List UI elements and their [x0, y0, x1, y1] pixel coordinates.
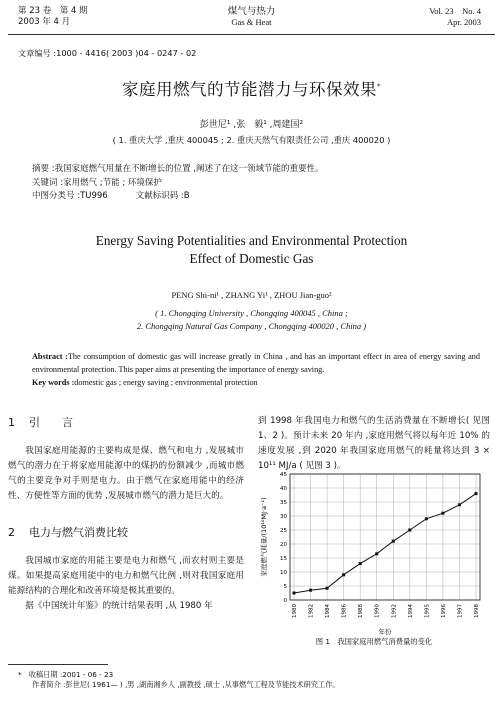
footnote: [18, 670, 488, 690]
footnote-received-text: 收稿日期 :2001 - 06 - 23: [28, 670, 114, 679]
section-1-number: 1: [8, 416, 15, 429]
y-tick-label: 10: [280, 570, 287, 576]
y-tick-label: 5: [283, 584, 287, 590]
date-cn: 2003 年 4 月: [18, 17, 71, 27]
x-tick-label: 1994: [407, 604, 414, 618]
x-tick-label: 1996: [440, 604, 447, 618]
abstract-cn-text: 我国家庭燃气用量在不断增长的位置 ,阐述了在这一领域节能的重要性。: [54, 164, 324, 174]
authors-cn: 彭世尼¹ ,张 毅¹ ,周建国²: [199, 120, 304, 130]
x-tick-label: 1980: [292, 604, 298, 618]
affiliation-en-1: ( 1. Chongqing University , Chongqing 400045 , China ;: [155, 308, 348, 318]
class-no-label: 中图分类号 :: [32, 191, 81, 201]
date-en: Apr. 2003: [447, 17, 481, 27]
data-point: [342, 573, 345, 576]
keywords-en-text: domestic gas ; energy saving ; environmental protection: [74, 378, 258, 387]
data-point: [392, 540, 395, 543]
y-tick-label: 25: [280, 528, 287, 534]
series-line: [294, 494, 476, 593]
title-cn: [0, 76, 503, 100]
right-column-paragraph: 到 1998 年我国电力和燃气的生活消费量在不断增长( 见图 1、2 )。预计未来 20 年内 ,家庭用燃气将以每年近 10% 的速度发展 ,到 2020 年我国家庭用燃气的耗量将达到 3 × 10¹¹ MJ/a ( 见图 3 )。: [258, 416, 490, 471]
title-en-line2: Effect of Domestic Gas: [189, 251, 314, 266]
section-1-title: 引 言: [29, 416, 73, 429]
section-1-paragraph: 我国家庭用能源的主要构成是煤、燃气和电力 ,发展城市燃气的潜力在于将家庭用能源中的煤扔的份额减少 ,而城市燃气的主要竞争对手则是电力。由于燃气在家庭用能中的经济性、方便性等方面的优势 ,发展城市燃气的潜力是巨大的。: [8, 446, 244, 501]
doc-code-value: B: [183, 191, 190, 201]
journal-name-cn: 煤气与热力: [227, 6, 276, 17]
keywords-en-label: Key words :: [32, 378, 75, 387]
data-point: [425, 517, 428, 520]
keywords-cn: [32, 177, 482, 191]
header-journal: [190, 6, 313, 28]
y-tick-label: 20: [280, 542, 287, 548]
data-point: [375, 552, 378, 555]
plot-frame: [290, 474, 480, 600]
x-tick-label: 1984: [325, 604, 332, 618]
y-tick-label: 45: [280, 472, 287, 478]
title-en-line1: Energy Saving Potentialities and Environmental Protection: [95, 233, 408, 248]
affiliations-cn: ( 1. 重庆大学 ,重庆 400045 ; 2. 重庆天然气有限责任公司 ,重庆 400020 ): [112, 135, 391, 145]
chart-axes: [290, 474, 480, 600]
abstract-cn-block: [32, 163, 482, 204]
header-volume-en: [371, 6, 481, 28]
section-2-title: 电力与燃气消费比较: [29, 526, 128, 539]
class-no-value: TU996: [80, 191, 108, 201]
x-axis-label: 年份: [378, 628, 392, 636]
data-point: [475, 492, 478, 495]
keywords-cn-text: 家用燃气 ;节能 ; 环境保护: [63, 177, 162, 188]
classification: [32, 190, 482, 204]
title-en: [0, 232, 503, 268]
section-2-heading: [8, 524, 244, 540]
section-2-paragraph-1: 我国城市家庭的用能主要是电力和燃气 ,而农村则主要是煤。如果提高家庭用能中的电力和燃气比例 ,则对我国家庭用能源结构的合理化和改善环境是极其重要的。: [8, 556, 244, 596]
series-points: [293, 492, 478, 594]
abstract-en-text: The consumption of domestic gas will increase greatly in China , and has an important effect in area of energy saving and environmental protection. This paper aims at presenting the importance of energy saving.: [32, 352, 480, 374]
y-tick-label: 0: [283, 598, 287, 604]
footnote-rule: [8, 664, 108, 665]
x-tick-label: 1986: [341, 604, 348, 618]
data-point: [326, 587, 329, 590]
header-volume-cn: [18, 6, 148, 28]
x-tick-label: 1982: [308, 604, 315, 618]
y-tick-label: 35: [280, 500, 287, 506]
doc-code-label: 文献标识码 :: [135, 191, 184, 201]
y-tick-label: 30: [280, 514, 287, 520]
data-point: [441, 512, 444, 515]
journal-name-en: Gas & Heat: [231, 17, 272, 27]
chart-y-ticks: [280, 472, 288, 604]
affiliations-en: [0, 307, 503, 333]
header-rule: [8, 34, 495, 35]
title-cn-text: 家庭用燃气的节能潜力与环保效果: [122, 80, 377, 99]
keywords-en: [32, 376, 480, 389]
x-tick-label: 1988: [358, 604, 365, 618]
abstract-cn-label: 摘要 :: [32, 164, 55, 174]
x-tick-label: 1992: [391, 604, 398, 618]
x-tick-label: 1998: [474, 604, 480, 618]
keywords-cn-label: 关键词 :: [32, 177, 64, 188]
y-tick-label: 15: [280, 556, 287, 562]
footnote-mark: *: [18, 670, 22, 679]
abstract-cn: [32, 163, 482, 177]
title-footnote-mark: *: [377, 82, 381, 91]
data-point: [408, 529, 411, 532]
abstract-en: [32, 350, 480, 376]
volume-issue-cn: 第 23 卷 第 4 期: [18, 6, 88, 16]
abstract-en-block: [32, 350, 480, 389]
abstract-en-label: Abstract :: [32, 352, 68, 361]
volume-issue-en: Vol. 23 No. 4: [429, 6, 481, 16]
section-1-heading: [8, 414, 244, 430]
footnote-bio: 作者简介 :彭世尼( 1961— ) ,男 ,湖南湘乡人 ,副教授 ,硕士 ,从事燃气工程及节能技术研究工作。: [32, 680, 340, 689]
footnote-received: [18, 670, 488, 680]
article-number: 文章编号 :1000 - 4416( 2003 )04 - 0247 - 02: [18, 48, 197, 58]
y-tick-label: 40: [280, 486, 287, 492]
data-point: [293, 592, 296, 595]
chart-grid: [290, 474, 480, 600]
data-point: [359, 562, 362, 565]
figure-1-chart: [258, 468, 490, 638]
affiliation-en-2: 2. Chongqing Natural Gas Company , Chongqing 400020 , China ): [136, 321, 367, 331]
section-2-number: 2: [8, 526, 15, 539]
x-tick-label: 1997: [457, 604, 464, 618]
data-point: [458, 503, 461, 506]
chart-x-ticks: [292, 604, 480, 618]
authors-en: PENG Shi-ni¹ , ZHANG Yi¹ , ZHOU Jian-guo²: [171, 290, 332, 300]
x-tick-label: 1995: [424, 604, 431, 618]
figure-1-caption: 图 1 我国家庭用燃气消费量的变化: [315, 637, 433, 646]
x-tick-label: 1990: [374, 604, 381, 618]
left-column: [8, 410, 244, 614]
y-axis-label: 家庭燃气耗量/(10¹⁰MJ·a⁻¹): [260, 497, 268, 577]
section-2-paragraph-2: 据《中国统计年鉴》的统计结果表明 ,从 1980 年: [25, 601, 213, 611]
data-point: [309, 589, 312, 592]
